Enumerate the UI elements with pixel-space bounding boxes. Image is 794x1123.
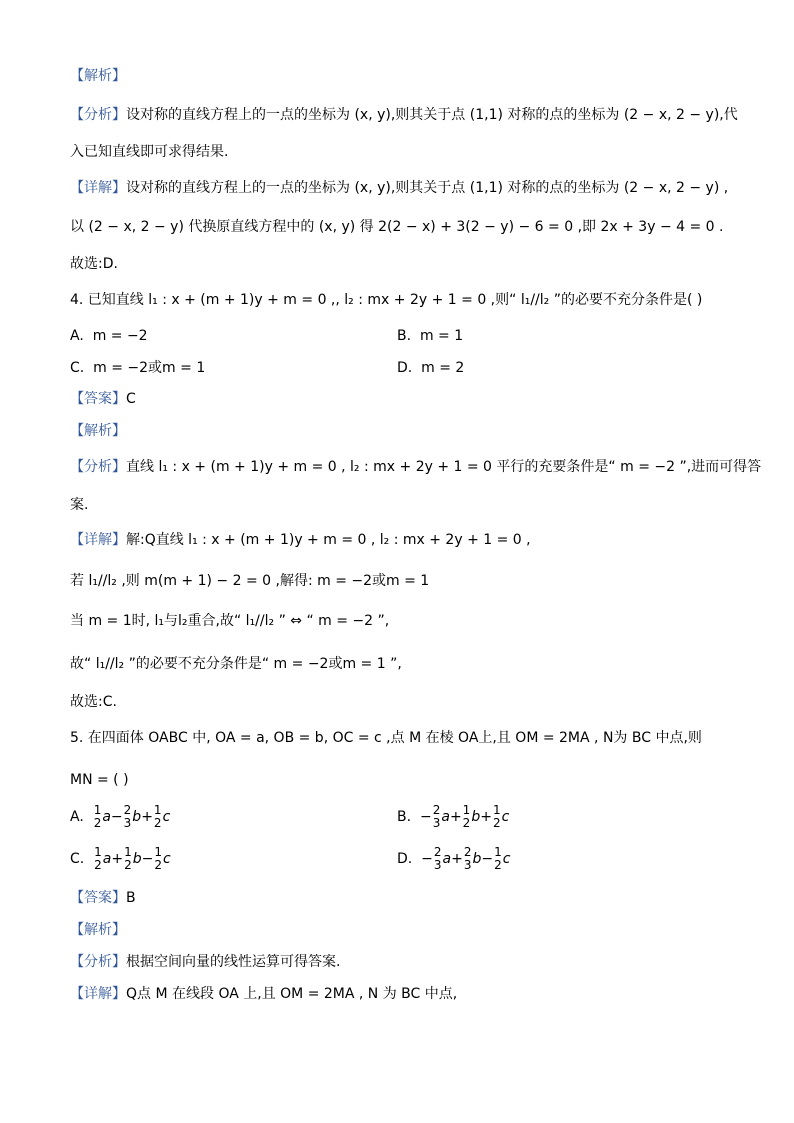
answer-label: 【答案】 — [70, 391, 126, 407]
fraction: 2 3 — [432, 803, 441, 830]
fraction: 1 2 — [153, 803, 162, 830]
vector-symbol: b — [132, 809, 142, 825]
q5-option-c — [70, 846, 171, 872]
vector-symbol: c — [502, 851, 511, 867]
q4-detail-line-4: 故“ l₁//l₂ ”的必要不充分条件是“ m = −2或m = 1 ”, — [70, 656, 402, 672]
detail-continuation-1: 以 (2 − x, 2 − y) 代换原直线方程中的 (x, y) 得 2(2 − x) + 3(2 − y) − 6 = 0 ,即 2x + 3y − 4 = 0 . — [70, 219, 724, 235]
operator: + — [111, 851, 124, 867]
operator: + — [480, 809, 492, 825]
answer-label: 【答案】 — [70, 890, 126, 906]
fraction: 1 2 — [154, 845, 163, 872]
operator: + — [449, 809, 462, 825]
q5-detail — [70, 984, 734, 1004]
fraction: 1 2 — [492, 803, 501, 830]
detail-paragraph-1 — [70, 178, 734, 198]
jiexi-heading-2: 【解析】 — [70, 423, 126, 439]
operator: − — [419, 809, 432, 825]
q4-answer — [70, 389, 734, 409]
operator: − — [481, 851, 494, 867]
operator: − — [110, 809, 123, 825]
answer-value: C — [126, 391, 136, 407]
analysis-text: 根据空间向量的线性运算可得答案. — [126, 954, 341, 970]
q4-answer-line: 故选:C. — [70, 694, 117, 710]
detail-text: Q点 M 在线段 OA 上,且 OM = 2MA , N 为 BC 中点, — [126, 986, 458, 1002]
vector-symbol: b — [472, 851, 482, 867]
fraction: 1 2 — [93, 803, 102, 830]
operator: + — [451, 851, 463, 867]
operator: − — [421, 851, 433, 867]
question-4-stem: 4. 已知直线 l₁ : x + (m + 1)y + m = 0 ,, l₂ : mx + 2y + 1 = 0 ,则“ l₁//l₂ ”的必要不充分条件是( ) — [70, 292, 703, 308]
detail-text: 解:Q直线 l₁ : x + (m + 1)y + m = 0 , l₂ : mx + 2y + 1 = 0 , — [126, 532, 531, 548]
fraction: 1 2 — [494, 845, 502, 872]
question-5-stem: 5. 在四面体 OABC 中, OA = a, OB = b, OC = c ,点 M 在棱 OA上,且 OM = 2MA , N为 BC 中点,则 — [70, 730, 702, 746]
q5-answer — [70, 888, 734, 908]
analysis-continuation-1: 入已知直线即可求得结果. — [70, 144, 229, 160]
detail-label: 【详解】 — [70, 532, 126, 548]
detail-label: 【详解】 — [70, 986, 126, 1002]
vector-symbol: a — [441, 809, 450, 825]
operator: − — [141, 851, 154, 867]
vector-symbol: a — [442, 851, 452, 867]
analysis-paragraph-1 — [70, 105, 738, 125]
vector-symbol: a — [102, 809, 111, 825]
q5-analysis — [70, 952, 734, 972]
fraction: 1 2 — [94, 845, 102, 872]
q4-option-a: A. m = −2 — [70, 328, 148, 344]
vector-symbol: b — [132, 851, 142, 867]
q4-detail-line-2: 若 l₁//l₂ ,则 m(m + 1) − 2 = 0 ,解得: m = −2或m = 1 — [70, 573, 430, 589]
option-label: C. — [70, 851, 94, 867]
answer-line-1: 故选:D. — [70, 256, 118, 272]
jiexi-heading-3: 【解析】 — [70, 922, 126, 938]
option-label: B. — [397, 809, 420, 825]
q4-analysis — [70, 457, 762, 477]
analysis-label: 【分析】 — [70, 954, 126, 970]
q5-option-b — [397, 804, 509, 830]
fraction: 2 3 — [123, 803, 132, 830]
operator: + — [141, 809, 153, 825]
vector-symbol: c — [163, 851, 171, 867]
question-5-stem-continuation: MN = ( ) — [70, 772, 129, 788]
fraction: 2 3 — [463, 845, 472, 872]
q4-option-c: C. m = −2或m = 1 — [70, 360, 206, 376]
fraction: 1 2 — [124, 845, 132, 872]
detail-text: 设对称的直线方程上的一点的坐标为 (x, y),则其关于点 (1,1) 对称的点的坐标为 (2 − x, 2 − y) , — [126, 180, 729, 196]
q5-option-a — [70, 804, 170, 830]
fraction: 2 3 — [433, 845, 442, 872]
analysis-text: 直线 l₁ : x + (m + 1)y + m = 0 , l₂ : mx + 2y + 1 = 0 平行的充要条件是“ m = −2 ”,进而可得答 — [126, 459, 762, 475]
detail-label: 【详解】 — [70, 180, 126, 196]
fraction: 1 2 — [462, 803, 471, 830]
vector-symbol: c — [501, 809, 510, 825]
jiexi-heading-1: 【解析】 — [70, 68, 126, 84]
analysis-text: 设对称的直线方程上的一点的坐标为 (x, y),则其关于点 (1,1) 对称的点的坐标为 (2 − x, 2 − y),代 — [126, 107, 738, 123]
vector-symbol: c — [162, 809, 171, 825]
vector-symbol: a — [102, 851, 112, 867]
q4-analysis-continuation: 案. — [70, 497, 89, 513]
vector-symbol: b — [471, 809, 481, 825]
analysis-label: 【分析】 — [70, 459, 126, 475]
q4-detail-line-3: 当 m = 1时, l₁与l₂重合,故“ l₁//l₂ ” ⇔ “ m = −2 ”, — [70, 613, 390, 629]
option-label: D. — [397, 851, 422, 867]
analysis-label: 【分析】 — [70, 107, 126, 123]
q4-option-d: D. m = 2 — [397, 360, 465, 376]
q4-detail — [70, 530, 734, 550]
option-label: A. — [70, 809, 93, 825]
q5-option-d — [397, 846, 510, 872]
q4-option-b: B. m = 1 — [397, 328, 464, 344]
answer-value: B — [126, 890, 136, 906]
